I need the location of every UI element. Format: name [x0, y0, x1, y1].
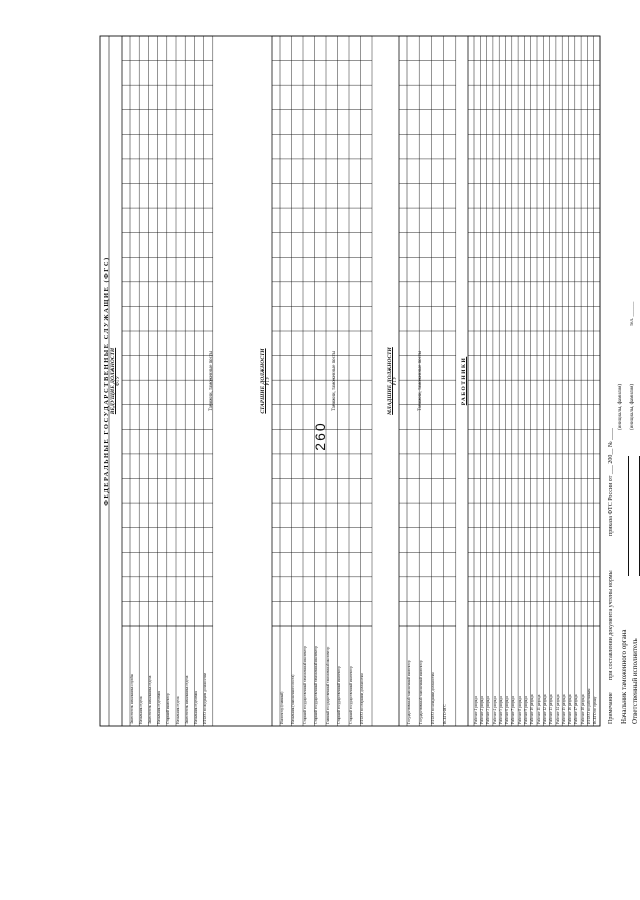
- chief-signature-line: [628, 456, 629, 576]
- rotated-form: [100, 36, 640, 726]
- page-number: 260: [312, 421, 328, 451]
- row-label-senior: Инспектор (главный): [279, 691, 284, 724]
- note-text: при составлении документа учтены нормы: [608, 570, 614, 680]
- row-label-leading: ИТОГО по ведущим должностям: [203, 673, 208, 724]
- row-label-senior: Старший государственный таможенный инспектор: [314, 645, 319, 724]
- row-label-leading: Начальник отдела: [175, 696, 180, 724]
- row-label-workers: Рабочие 3 разряда: [486, 696, 491, 724]
- row-label-workers: ВСЕГО по органу: [593, 696, 598, 724]
- row-label-senior: Главный государственный таможенный инспектор: [325, 646, 330, 724]
- group-customs-1: Таможни, таможенные посты: [209, 350, 214, 412]
- row-label-workers: Рабочие 11 разряда: [536, 694, 541, 724]
- row-label-workers: Рабочие 5 разряда: [498, 696, 503, 724]
- row-label-leading: Начальник отдела: [138, 696, 143, 724]
- note-label: Примечание: [608, 692, 614, 724]
- row-label-workers: Рабочие 6 разряда: [505, 696, 510, 724]
- executor-caption: (инициалы, фамилия): [630, 383, 635, 430]
- order-reference: приказа ФТС России от ___ 200__ № ____: [608, 427, 614, 536]
- table-frame: [100, 36, 600, 726]
- row-label-leading: Старший инспектор: [166, 693, 171, 724]
- row-label-junior: ИТОГО по младшим должностям: [431, 672, 435, 724]
- group-customs-3: Таможни, таможенные посты: [418, 350, 423, 412]
- row-label-leading: Начальник отделения: [194, 691, 198, 724]
- row-label-workers: Рабочие 17 разряда: [574, 694, 579, 724]
- row-label-junior: Государственный таможенный инспектор: [418, 660, 423, 724]
- phone-label: тел. ______: [630, 301, 635, 326]
- row-label-junior: Государственный таможенный инспектор: [406, 660, 411, 724]
- group-ftu: ФТУ: [116, 376, 121, 386]
- group-rtu-1: РТУ: [266, 376, 271, 386]
- chief-caption: (инициалы, фамилия): [618, 383, 623, 430]
- row-label-leading: Заместитель начальника отдела: [148, 675, 152, 724]
- row-label-senior: Начальник (таможенного поста): [291, 674, 296, 724]
- row-label-workers: Рабочие 1 разряда: [473, 696, 478, 724]
- row-label-workers: Рабочие 2 разряда: [479, 696, 484, 724]
- row-label-leading: Заместитель начальника службы: [129, 673, 134, 724]
- row-label-workers: Рабочие 4 разряда: [492, 696, 497, 724]
- group-customs-2: Таможни, таможенные посты: [332, 350, 337, 412]
- row-label-workers: Рабочие 14 разряда: [555, 694, 560, 724]
- row-label-senior: Старший государственный инспектор: [337, 666, 342, 724]
- row-label-senior: Старший государственный инспектор: [348, 666, 353, 724]
- row-label-leading: Заместитель начальника отдела: [184, 675, 189, 724]
- executor-label: Ответственный исполнитель: [631, 638, 639, 724]
- table-title: ФЕДЕРАЛЬНЫЕ ГОСУДАРСТВЕННЫЕ СЛУЖАЩИЕ (ФГС): [103, 256, 110, 506]
- chief-label: Начальник таможенного органа: [620, 629, 628, 724]
- section-leading: ВЕДУЩИЕ ДОЛЖНОСТИ: [110, 347, 116, 415]
- group-rtu-2: РТУ: [393, 376, 398, 386]
- section-workers: РАБОТНИКИ: [461, 356, 467, 406]
- row-label-workers: Рабочие 15 разряда: [561, 694, 566, 724]
- row-label-junior: ВСЕГО ФГС: [443, 704, 448, 724]
- row-label-workers: Рабочие 10 разряда: [530, 694, 535, 724]
- row-label-workers: Рабочие 12 разряда: [542, 694, 547, 724]
- row-label-workers: ИТОГО по работникам: [587, 688, 591, 724]
- row-label-workers: Рабочие 13 разряда: [549, 694, 554, 724]
- staff-table-grid: [100, 36, 640, 726]
- row-label-senior: Старший государственный таможенный инспектор: [302, 645, 307, 724]
- row-label-workers: Рабочие 18 разряда: [580, 694, 585, 724]
- row-label-leading: Начальник отделения: [157, 691, 162, 724]
- row-label-workers: Рабочие 8 разряда: [517, 696, 522, 724]
- row-label-workers: Рабочие 7 разряда: [511, 696, 516, 724]
- row-label-senior: ИТОГО по старшим должностям: [360, 673, 365, 724]
- section-junior: МЛАДШИЕ ДОЛЖНОСТИ: [387, 347, 393, 415]
- row-label-workers: Рабочие 9 разряда: [524, 696, 528, 724]
- section-senior: СТАРШИЕ ДОЛЖНОСТИ: [260, 348, 266, 414]
- row-label-workers: Рабочие 16 разряда: [568, 694, 573, 724]
